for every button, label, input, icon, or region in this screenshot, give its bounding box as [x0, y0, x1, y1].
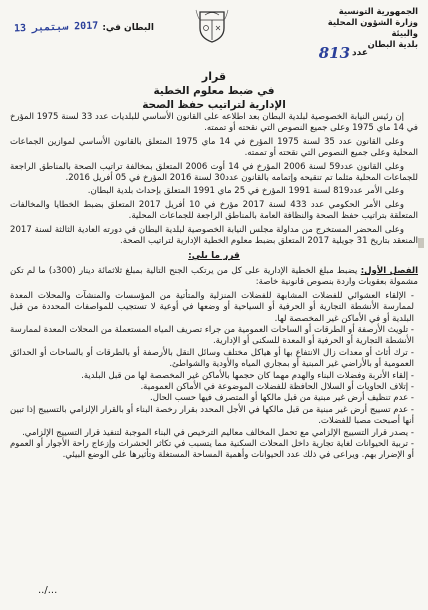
- preamble-paragraph: وعلى القانون عدد59 لسنة 2006 المؤرخ في 14 أوت 2006 المتعلق بمخالفة تراتيب الصحة بالمناطق الراجعة للجماعات المحلية مثلما تم تنقيحه وإتمامه بالقانون عدد30 لسنة 2016 المؤرخ في 05 أفريل 2016.: [10, 161, 418, 184]
- preamble-paragraph: وعلى الأمر الحكومي عدد 433 لسنة 2017 مؤرخ في 10 أفريل 2017 المتعلق بضبط الخطايا والمخالفات المتعلقة بتراتيب حفظ الصحة والنظافة العامة بالمناطق الراجعة للجماعات المحلية.: [10, 199, 418, 222]
- letterhead-line: وزارة الشؤون المحلية والبيئة: [327, 17, 418, 38]
- document-body: [10, 112, 418, 462]
- coat-of-arms-icon: [192, 6, 232, 44]
- list-item: - ترك أثاث أو معدات زال الانتفاع بها أو هياكل مختلف وسائل النقل بالأرصفة أو بالطرقات أو بالساحات أو الحدائق العمومية أو بالأراضي غير المبنية أو بمجاري المياه والأودية والشواطئ.: [10, 347, 414, 370]
- reference-label: عدد: [352, 48, 368, 58]
- preamble-paragraph: وعلى الأمر عدد819 لسنة 1991 المؤرخ في 25 ماي 1991 المتعلق بإحداث بلدية البطان.: [87, 186, 404, 197]
- list-item: - يصدر قرار التسييج الإلزامي مع تحمل المخالف معاليم الترخيص في البناء الموجبة لتنفيذ قرار التسييج الإلزامي.: [22, 427, 414, 438]
- list-item: - إتلاف الحاويات أو السلال الحافظة للفضلات الموضوعة في الأماكن العمومية.: [140, 381, 414, 392]
- preamble-paragraph: وعلى المحضر المستخرج من مداولة مجلس النيابة الخصوصية لبلدية البطان في دورته العادية الثالثة لسنة 2017 المنعقد بتاريخ 31 جويلية 2017 المتعلق بضبط معلوم الخطية الإدارية لتراتيب الصحة.: [10, 224, 418, 247]
- article-label: الفصل الأول:: [360, 265, 419, 276]
- list-item: - إلقاء الأتربة وفضلات البناء والهدم مهما كان حجمها بالأماكن غير المخصصة لها من قبل البلدية.: [81, 370, 414, 381]
- article-text: يضبط مبلغ الخطية الإدارية على كل من يرتكب الجنح التالية بمبلغ ثلاثمائة دينار (300د) ما لم تكن مشمولة بعقوبات واردة بنصوص قانونية خاصة:: [10, 265, 418, 288]
- reference-value: 813: [318, 44, 351, 62]
- list-item: - عدم تسييج أرض غير مبنية من قبل مالكها في الأجل المحدد بقرار رخصة البناء أو بالقرار الإلزامي بالتسييج إذا تبين أنها أصبحت مصبا للفضلات.: [10, 404, 414, 427]
- place-date: [14, 22, 154, 33]
- title-line: الإدارية لتراتيب حفظ الصحة: [142, 99, 286, 111]
- list-item: - تلويث الأرصفة أو الطرقات أو الساحات العمومية من جراء تصريف المياه المستعملة من المحلات المعدة لممارسة الأنشطة التجارية أو الحرفية أو المعدة للسكنى أو الإدارية.: [10, 324, 415, 347]
- decides-heading: قرر ما يلي:: [188, 251, 240, 262]
- letterhead-line: الجمهورية التونسية: [338, 6, 418, 16]
- date-stamp: 2017 سبتمبر 13: [13, 20, 99, 35]
- preamble-paragraph: إن رئيس النيابة الخصوصية لبلدية البطان بعد اطلاعه على القانون الأساسي للبلديات عدد 33 لسنة 1975 المؤرخ في 14 ماي 1975 وعلى جميع النصوص التي نقحته أو تممته.: [10, 112, 418, 134]
- place-label: البطان في:: [102, 22, 155, 33]
- list-item: - تربية الحيوانات لغاية تجارية داخل المحلات السكنية مما يتسبب في تكاثر الحشرات وإزعاج راحة الأجوار أو العموم أو الإضرار بهم. ويراعى في ذلك عدد الحيوانات وأهمية المساحة المستغلة وتأثيرها على الوضع البيئي.: [10, 438, 414, 461]
- continuation-mark: ../...: [38, 585, 58, 596]
- list-item: - الإلقاء العشوائي للفضلات المشابهة للفضلات المنزلية والمتأتية من المؤسسات والمنشآت والمحلات المعدة لممارسة الأنشطة التجارية أو الحرفية أو السياحية أو وضعها في أوعية لا تستجيب للمواصفات المحددة من قبل البلدية أو في الأماكن غير المخصصة لها.: [10, 290, 414, 324]
- decision-title: [0, 70, 428, 111]
- preamble-paragraph: وعلى القانون عدد 35 لسنة 1975 المؤرخ في 14 ماي 1975 المتعلق بالقانون الأساسي لموازين الجماعات المحلية وعلى جميع النصوص التي نقحته أو تممته.: [10, 136, 418, 159]
- title-line: في ضبط معلوم الخطية: [153, 85, 275, 97]
- article-1: [10, 266, 418, 289]
- letterhead-line: بلدية البطان: [367, 39, 418, 49]
- list-item: - عدم تنظيف أرض غير مبنية من قبل مالكها أو المتصرف فيها حسب الحال.: [150, 393, 414, 404]
- reference-number: [319, 44, 368, 62]
- page-edge-mark: [418, 238, 424, 248]
- title-line: قرار: [201, 70, 227, 83]
